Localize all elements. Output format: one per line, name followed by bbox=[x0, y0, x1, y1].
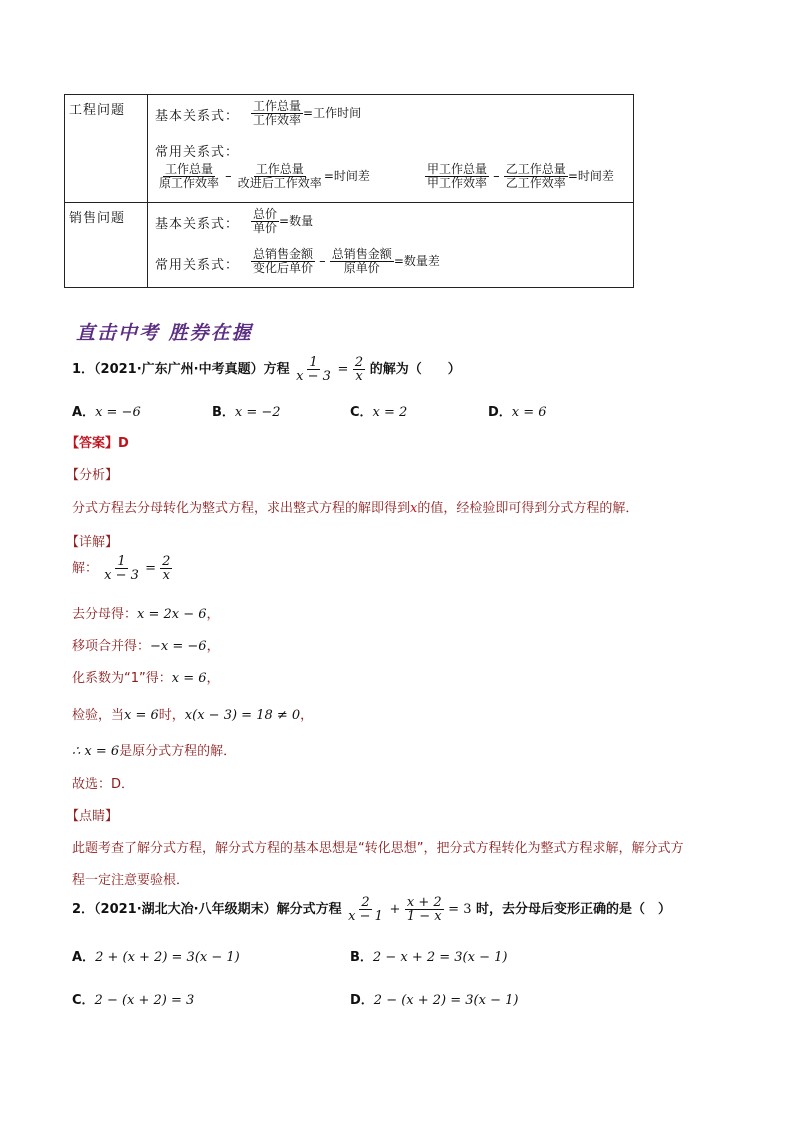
fraction: $\frac{1}{x - 3}$ bbox=[296, 355, 331, 384]
detail-label: 【详解】 bbox=[66, 535, 119, 550]
row1-basic-formula: $\frac{\text{工作总量}}{\text{工作效率}}$ =工作时间 bbox=[253, 99, 362, 127]
q1-option-b[interactable]: B．x = −2 bbox=[212, 405, 281, 420]
row1-label: 工程问题 bbox=[69, 103, 126, 118]
solution-equation: 解： $\frac{1}{x - 3}$ = $\frac{2}{x}$ bbox=[72, 554, 171, 583]
row1-common-label: 常用关系式： bbox=[155, 145, 240, 160]
table-row-divider bbox=[65, 202, 633, 203]
point-text-line-1: 此题考查了解分式方程，解分式方程的基本思想是“转化思想”，把分式方程转化为整式方程求解，解分式方 bbox=[72, 841, 684, 856]
row2-common-label: 常用关系式： bbox=[155, 258, 240, 273]
question-2-stem: 2．（2021·湖北大冶·八年级期末）解分式方程 $\frac{2}{x - 1}$ + $\frac{x + 2}{1 - x}$ = 3 时，去分母后变形正确的是（ ） bbox=[72, 895, 672, 924]
point-text-line-2: 程一定注意要验根． bbox=[72, 873, 190, 888]
solution-choice: 故选：D． bbox=[72, 777, 135, 792]
row2-common-formula: $\frac{\text{总销售金额}}{\text{变化后单价}}$ – $\frac{\text{总销售金额}}{\text{原单价}}$ =数量差 bbox=[253, 247, 440, 275]
q2-option-a[interactable]: A．2 + (x + 2) = 3(x − 1) bbox=[72, 950, 240, 965]
fraction: $\frac{2}{x - 1}$ bbox=[348, 895, 383, 924]
row2-basic-label: 基本关系式： bbox=[155, 217, 240, 232]
row1-common-formula-2: $\frac{\text{甲工作总量}}{\text{甲工作效率}}$ – $\frac{\text{乙工作总量}}{\text{乙工作效率}}$ =时间差 bbox=[427, 162, 614, 190]
q2-option-b[interactable]: B．2 − x + 2 = 3(x − 1) bbox=[350, 950, 508, 965]
fraction: $\frac{2}{x}$ bbox=[354, 355, 364, 384]
fraction: $\frac{x + 2}{1 - x}$ bbox=[406, 895, 442, 924]
question-1-stem: 1．（2021·广东广州·中考真题）方程 $\frac{1}{x - 3}$ = $\frac{2}{x}$ 的解为（ ） bbox=[72, 355, 461, 384]
section-heading: 直击中考 胜券在握 bbox=[76, 322, 253, 344]
analysis-label: 【分析】 bbox=[66, 468, 119, 483]
table-column-divider bbox=[147, 95, 148, 287]
q1-option-c[interactable]: C．x = 2 bbox=[350, 405, 408, 420]
solution-conclusion: ∴ x = 6是原分式方程的解． bbox=[72, 744, 237, 759]
answer-label: 【答案】D bbox=[66, 436, 129, 451]
row1-basic-label: 基本关系式： bbox=[155, 109, 240, 124]
fraction: $\frac{2}{x}$ bbox=[162, 554, 171, 583]
q2-option-c[interactable]: C．2 − (x + 2) = 3 bbox=[72, 993, 195, 1008]
row2-basic-formula: $\frac{\text{总价}}{\text{单价}}$ =数量 bbox=[253, 207, 314, 235]
q1-option-d[interactable]: D．x = 6 bbox=[488, 405, 547, 420]
solution-check: 检验，当x = 6时，x(x − 3) = 18 ≠ 0， bbox=[72, 708, 314, 723]
solution-step-3: 化系数为“1”得：x = 6， bbox=[72, 671, 220, 686]
solution-step-2: 移项合并得：−x = −6， bbox=[72, 639, 220, 654]
row2-label: 销售问题 bbox=[69, 211, 126, 226]
q2-option-d[interactable]: D．2 − (x + 2) = 3(x − 1) bbox=[350, 993, 519, 1008]
point-label: 【点睛】 bbox=[66, 809, 119, 824]
formula-table bbox=[64, 94, 634, 288]
solution-step-1: 去分母得：x = 2x − 6， bbox=[72, 607, 220, 622]
fraction: $\frac{1}{x - 3}$ bbox=[104, 554, 139, 583]
row1-common-formula-1: $\frac{\text{工作总量}}{\text{原工作效率}}$ – $\frac{\text{工作总量}}{\text{改进后工作效率}}$ =时间差 bbox=[159, 162, 370, 190]
analysis-text: 分式方程去分母转化为整式方程，求出整式方程的解即得到x的值，经检验即可得到分式方程的解． bbox=[72, 501, 639, 516]
q1-option-a[interactable]: A．x = −6 bbox=[72, 405, 141, 420]
fraction: $\frac{\text{工作总量}}{\text{工作效率}}$ bbox=[253, 99, 302, 127]
